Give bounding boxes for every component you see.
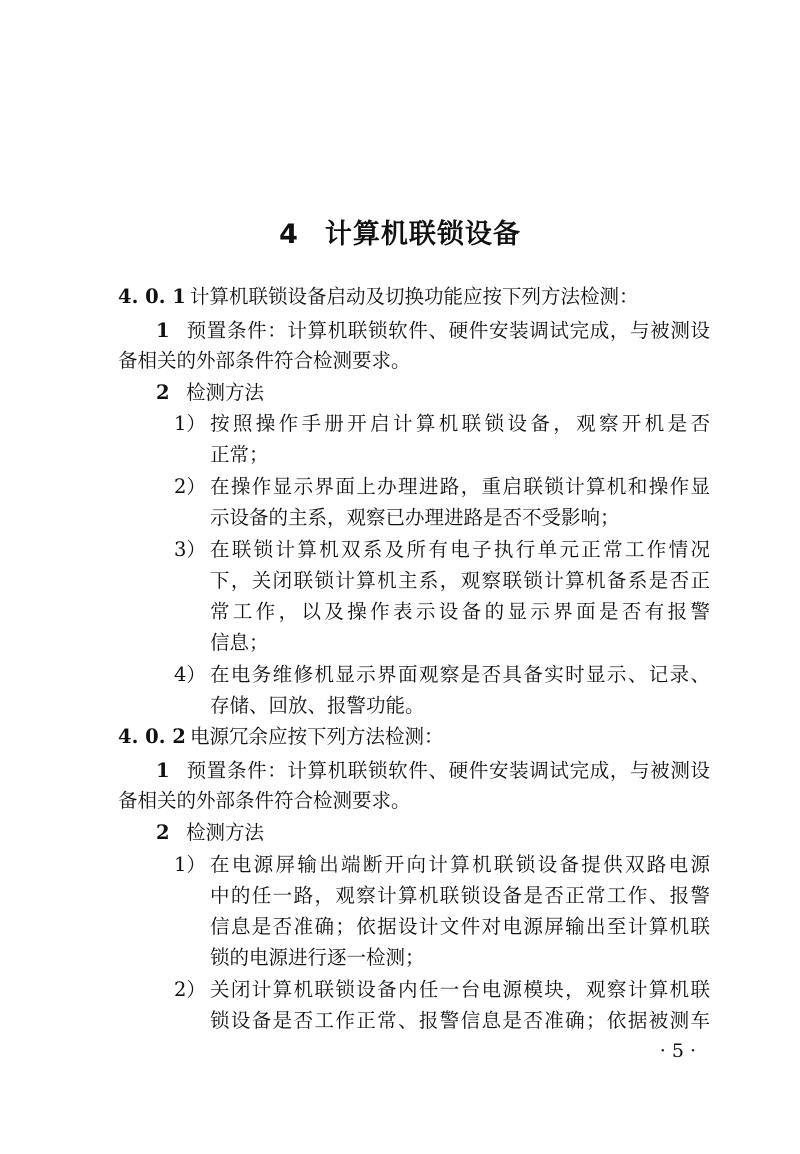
sub-item-3-line-2: 下，关闭联锁计算机主系，观察联锁计算机备系是否正 — [210, 569, 710, 592]
item-1-line-1 — [156, 756, 710, 786]
clause-number: 4. 0. 1 — [118, 285, 186, 308]
clause-4-0-1 — [118, 282, 639, 312]
sub-item-1-line-3: 信息是否准确；依据设计文件对电源屏输出至计算机联 — [210, 915, 710, 938]
sub-item-2-line-2: 示设备的主系，观察已办理进路是否不受影响； — [210, 506, 620, 529]
item-1-line-1 — [156, 316, 710, 346]
sub-item-3-line-3: 常工作，以及操作表示设备的显示界面是否有报警 — [210, 600, 710, 623]
item-1-line-2: 备相关的外部条件符合检测要求。 — [118, 349, 411, 372]
item-text: 检测方法 — [186, 821, 265, 844]
item-1-line-2: 备相关的外部条件符合检测要求。 — [118, 789, 411, 812]
item-text: 检测方法 — [186, 381, 265, 404]
chapter-title-text: 计算机联锁设备 — [324, 219, 521, 250]
sub-item-1-line-1: 在电源屏输出端断开向计算机联锁设备提供双路电源 — [210, 853, 710, 876]
item-text: 预置条件：计算机联锁软件、硬件安装调试完成，与被测设 — [186, 759, 710, 782]
clause-text: 计算机联锁设备启动及切换功能应按下列方法检测： — [190, 285, 639, 308]
sub-item-1-line-2: 正常； — [210, 443, 269, 466]
page-number: · 5 · — [659, 1040, 696, 1062]
item-number: 1 — [156, 759, 170, 782]
sub-item-1-line-1: 按照操作手册开启计算机联锁设备，观察开机是否 — [210, 412, 710, 435]
sub-item-2-line-1: 在操作显示界面上办理进路，重启联锁计算机和操作显 — [210, 475, 710, 498]
item-2 — [156, 378, 264, 408]
item-text: 预置条件：计算机联锁软件、硬件安装调试完成，与被测设 — [186, 319, 710, 342]
sub-item-number: 3） — [174, 538, 206, 561]
item-number: 2 — [156, 821, 170, 844]
sub-item-number: 1） — [174, 412, 206, 435]
sub-item-1-line-4: 锁的电源进行逐一检测； — [210, 946, 425, 969]
sub-item-2-line-2: 锁设备是否工作正常、报警信息是否准确；依据被测车 — [210, 1009, 710, 1032]
clause-4-0-2 — [118, 722, 444, 752]
clause-number: 4. 0. 2 — [118, 725, 186, 748]
sub-item-3-line-1: 在联锁计算机双系及所有电子执行单元正常工作情况 — [210, 538, 710, 561]
sub-item-number: 1） — [174, 853, 206, 876]
sub-item-3-line-4: 信息； — [210, 631, 269, 654]
item-2 — [156, 818, 264, 848]
sub-item-1-line-2: 中的任一路，观察计算机联锁设备是否正常工作、报警 — [210, 884, 710, 907]
sub-item-4-line-2: 存储、回放、报警功能。 — [210, 694, 425, 717]
sub-item-2-line-1: 关闭计算机联锁设备内任一台电源模块，观察计算机联 — [210, 978, 710, 1001]
clause-text: 电源冗余应按下列方法检测： — [190, 725, 444, 748]
chapter-number: 4 — [279, 219, 299, 250]
sub-item-number: 4） — [174, 663, 206, 686]
sub-item-4-line-1: 在电务维修机显示界面观察是否具备实时显示、记录、 — [210, 663, 710, 686]
item-number: 1 — [156, 319, 170, 342]
chapter-title — [0, 212, 800, 251]
item-number: 2 — [156, 381, 170, 404]
sub-item-number: 2） — [174, 475, 206, 498]
sub-item-number: 2） — [174, 978, 206, 1001]
